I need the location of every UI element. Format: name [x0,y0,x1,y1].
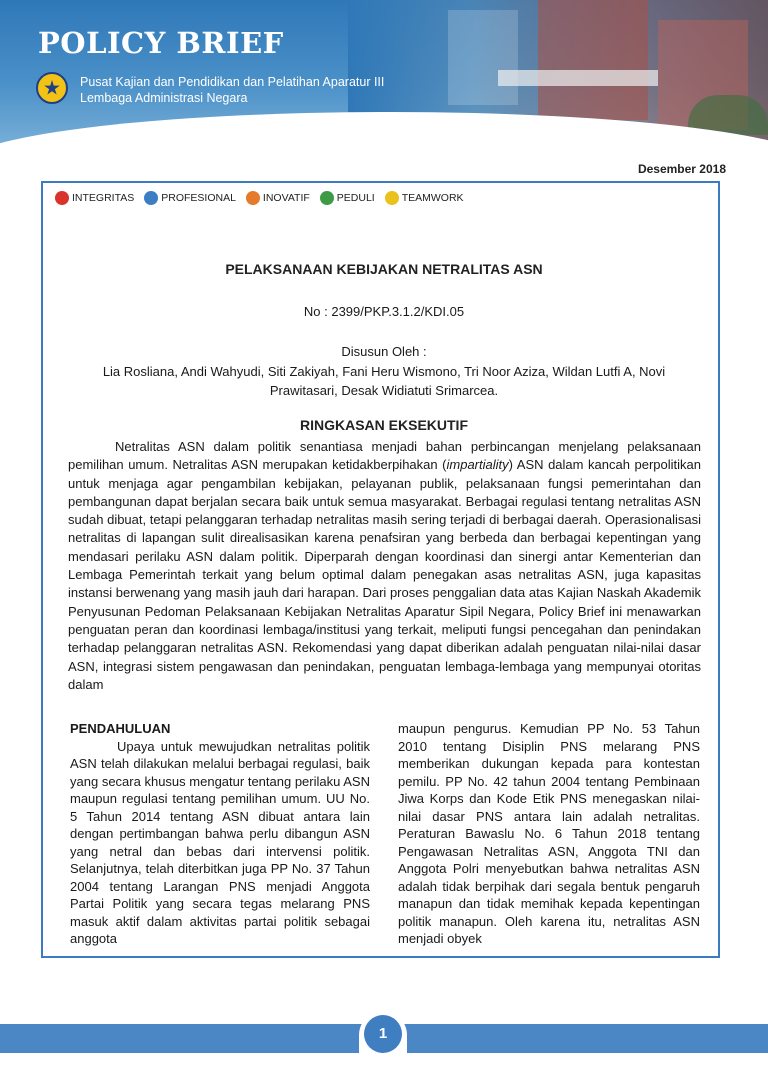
core-values-row [55,191,474,205]
value-label: TEAMWORK [401,192,464,204]
page-number-badge [359,1011,407,1053]
value-peduli [320,191,375,205]
summary-italic-term: impartiality [446,457,509,473]
introduction-right-column [398,720,700,955]
summary-text-part2: ) ASN dalam kancah perpolitikan untuk menjaga agar pengambilan kebijakan, pelayanan publik, pelaksanaan fungsi pemerintahan dan pembangunan dapat berjalan secara baik untuk semua masyarakat. Berbagai regulasi tentang netralitas ASN sudah dibuat, tetapi pelanggaran terhadap netralitas masih sering terjadi di berbagai daerah. Operasionalisasi netralitas di lapangan sulit direalisasikan karena penafsiran yang berbeda dan berbagai kepentingan yang mendasari perilaku ASN dalam politik. Diperparah dengan koordinasi dan sinergi antar Kementerian dan Lembaga Pemerintah terkait yang belum optimal dalam penegakan asas netralitas ASN, juga kapasitas instansi berwenang yang masih jauh dari harapan. Dari proses penggalian data atas Kajian Naskah Akademik Penyusunan Pedoman Pelaksanaan Kebijakan Netralitas Aparatur Sipil Negara, Policy Brief ini menawarkan penguatan peran dan koordinasi lembaga/institusi yang terkait, meliputi fungsi pencegahan dan penindakan terhadap pelanggaran netralitas ASN. Rekomendasi yang dapat diberikan adalah penguatan nilai-nilai dasar ASN, integrasi sistem pengawasan dan penindakan, penguatan lembaga-lembaga yang mempunyai otoritas dalam [68,457,701,692]
document-title: PELAKSANAAN KEBIJAKAN NETRALITAS ASN [225,261,543,277]
value-label: INOVATIF [262,192,310,204]
care-icon [320,191,334,205]
header-banner [0,0,768,150]
institution-name: Pusat Kajian dan Pendidikan dan Pelatihan Aparatur III [80,75,385,89]
policy-brief-title: POLICY BRIEF [38,26,284,60]
value-label: INTEGRITAS [72,192,135,204]
document-number: No : 2399/PKP.3.1.2/KDI.05 [303,304,465,319]
value-integritas [55,191,134,205]
professional-icon [144,191,158,205]
agency-name: Lembaga Administrasi Negara [80,91,248,105]
publication-date: Desember 2018 [637,162,726,176]
value-teamwork [385,191,464,205]
innovative-icon [246,191,260,205]
introduction-left-text: Upaya untuk mewujudkan netralitas politik ASN telah dilakukan melalui berbagai regulasi, baik yang secara khusus mengatur tentang perilaku ASN maupun regulasi tentang pemilihan umum. UU No. 5 Tahun 2014 tentang ASN dibuat antara lain dengan pertimbangan bahwa perlu dibangun ASN yang netral dan bebas dari intervensi politik. Selanjutnya, telah diterbitkan juga PP No. 37 Tahun 2004 tentang Larangan PNS menjadi Anggota Partai Politik yang secara tegas melarang PNS masuk aktif dalam aktivitas partai politik sebagai anggota [70,738,370,946]
value-label: PEDULI [336,192,375,204]
executive-summary-text [68,438,701,694]
value-profesional [144,191,236,205]
introduction-left-column [70,720,370,955]
page-number: 1 [364,1015,402,1053]
introduction-heading: PENDAHULUAN [70,721,171,736]
compiled-by-label: Disusun Oleh : [341,344,427,359]
teamwork-icon [385,191,399,205]
value-label: PROFESIONAL [161,192,236,204]
header-subtitle [80,74,384,106]
lan-logo-icon [36,72,68,104]
executive-summary-heading: RINGKASAN EKSEKUTIF [299,417,468,433]
value-inovatif [246,191,310,205]
introduction-right-text: maupun pengurus. Kemudian PP No. 53 Tahun 2010 tentang Disiplin PNS melarang PNS memberikan dukungan kepada para kontestan pemilu. PP No. 42 tahun 2004 tentang Pembinaan Jiwa Korps dan Kode Etik PNS menegaskan nilai-nilai dasar PNS antara lain adalah netralitas. Peraturan Bawaslu No. 6 Tahun 2018 tentang Pengawasan Netralitas ASN, Anggota TNI dan Anggota Polri menyebutkan bahwa netralitas ASN adalah tidak berpihak dari segala bentuk pengaruh manapun dan tidak memihak kepada kepentingan politik manapun. Oleh karena itu, netralitas ASN menjadi obyek [398,721,700,946]
summary-text-part1: Netralitas ASN dalam politik senantiasa menjadi bahan perbincangan menjelang pelaksanaan pemilihan umum. Netralitas ASN merupakan ketidakberpihakan ( [68,439,701,473]
integrity-icon [55,191,69,205]
author-list: Lia Rosliana, Andi Wahyudi, Siti Zakiyah, Fani Heru Wismono, Tri Noor Aziza, Wildan Lutfi A, Novi Prawitasari, Desak Widiatuti Srimarcea. [102,364,666,398]
